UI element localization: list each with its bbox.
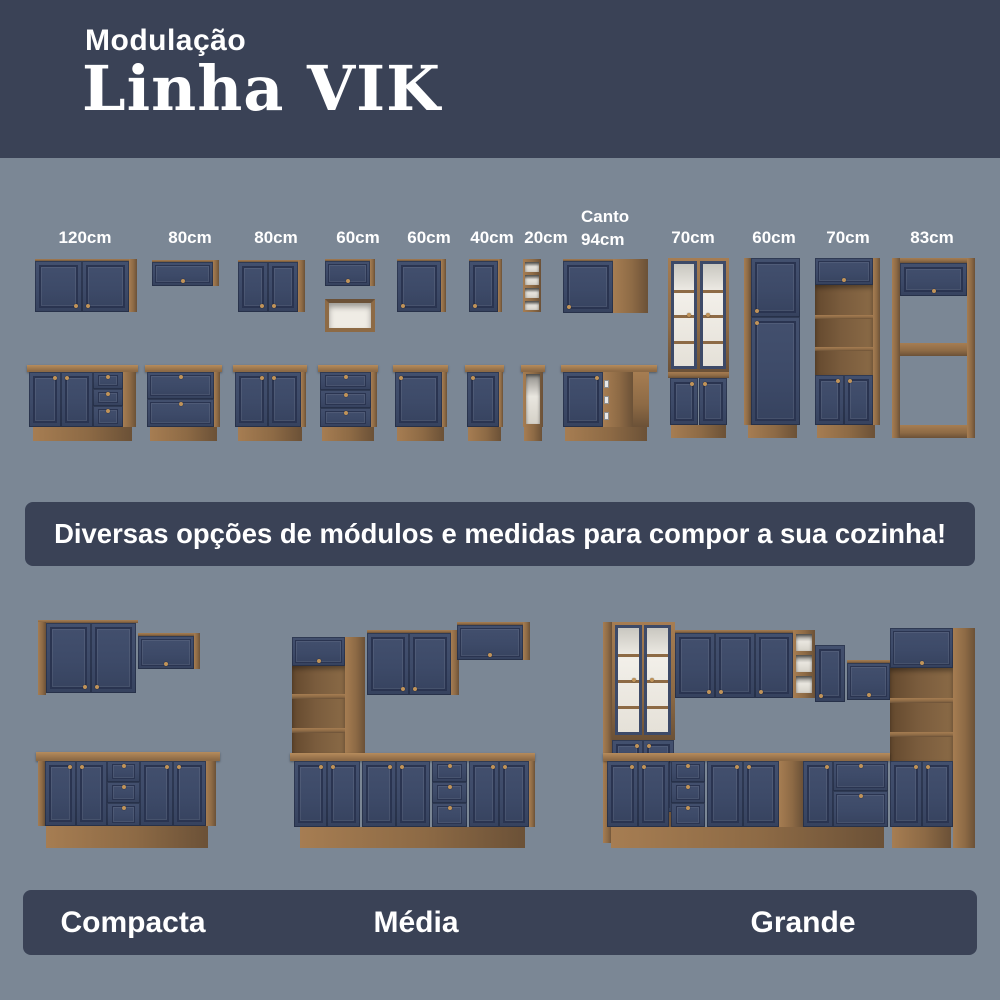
flip-door: [815, 258, 873, 285]
tall-cabinet-70-shelves: [815, 258, 880, 438]
drawer-front: [671, 761, 705, 782]
plinth: [46, 826, 208, 848]
shelf: [703, 290, 723, 293]
base-cabinet-120: [27, 365, 138, 441]
countertop: [145, 365, 222, 372]
wall-cabinet-40: [469, 259, 502, 312]
wood-side-panel: [123, 372, 136, 427]
wood-side-panel: [953, 628, 975, 848]
glass-door: [671, 261, 697, 369]
cabinet-door: [607, 761, 638, 827]
wood-side-panel: [441, 259, 446, 312]
cabinet-door: [922, 761, 953, 827]
wood-side-panel: [370, 259, 375, 286]
base-cabinet-60: [393, 365, 448, 441]
wood-side-panel: [38, 622, 46, 695]
cabinet-door: [563, 372, 603, 427]
cabinet-door: [45, 761, 76, 826]
corner-wood-panel: [633, 372, 649, 427]
kitchen-media: [285, 600, 545, 890]
shelf: [618, 706, 639, 709]
cabinet-door: [743, 761, 779, 827]
cabinet-door: [238, 262, 268, 312]
flip-door: [292, 637, 345, 666]
kitchen-grande: [595, 600, 985, 890]
page-title: Linha VIK: [82, 52, 442, 125]
corner-label-line2: 94cm: [581, 230, 625, 249]
flip-door: [325, 261, 370, 286]
plinth: [150, 427, 217, 441]
cabinet-door: [409, 633, 451, 695]
wood-side-panel: [298, 260, 305, 312]
hinge: [604, 396, 609, 404]
glass-door: [644, 625, 671, 735]
size-label-60b: 60cm: [407, 228, 451, 247]
cabinet-door: [268, 372, 301, 427]
wood-side-panel: [744, 258, 751, 425]
countertop: [27, 365, 138, 372]
base-cabinet-80-drawers: [145, 365, 222, 441]
cabinet-door: [469, 261, 498, 312]
kitchen-label-compacta: Compacta: [60, 905, 206, 939]
flip-door: [152, 262, 213, 286]
plinth: [397, 427, 444, 441]
cabinet-door: [91, 623, 136, 693]
plinth: [748, 425, 797, 438]
shelf: [674, 290, 694, 293]
hinge: [604, 412, 609, 420]
base-cabinet-60-drawers: [318, 365, 378, 441]
shelf: [647, 706, 668, 709]
wood-side-panel: [523, 622, 530, 660]
drawer-front: [147, 372, 214, 399]
wood-side-panel: [967, 258, 975, 438]
cabinet-door: [173, 761, 206, 826]
shelf-opening: [525, 301, 539, 310]
tall-cabinet-70-glass: [668, 258, 729, 438]
plinth: [524, 427, 542, 441]
wall-cabinet-60-flip: [325, 259, 375, 286]
cabinet-door: [46, 623, 91, 693]
cabinet-door: [815, 645, 845, 702]
header-banner: [0, 0, 1000, 158]
wood-side-panel: [129, 259, 137, 312]
drawer-front: [432, 761, 467, 782]
cabinet-door: [29, 372, 61, 427]
base-open-unit-20: [521, 365, 545, 441]
shelf: [890, 732, 953, 737]
flip-door: [900, 263, 967, 296]
drawer-front: [432, 782, 467, 803]
size-label-80a: 80cm: [168, 228, 212, 247]
shelf: [703, 315, 723, 318]
wood-side-panel: [371, 372, 377, 427]
countertop: [393, 365, 448, 372]
open-shelf-area: [890, 668, 953, 761]
drawer-front: [833, 791, 888, 827]
shelf: [292, 694, 345, 699]
drawer-front: [107, 782, 140, 803]
shelf: [890, 698, 953, 703]
countertop: [233, 365, 307, 372]
corner-wood-panel: [779, 761, 803, 827]
cabinet-door: [469, 761, 499, 827]
size-label-120: 120cm: [58, 228, 112, 247]
cabinet-door: [362, 761, 396, 827]
glass-door: [700, 261, 726, 369]
wood-side-panel: [498, 259, 502, 312]
cabinet-door: [751, 258, 800, 317]
wood-side-panel: [442, 372, 447, 427]
shelf: [647, 654, 668, 657]
cabinet-door: [844, 375, 873, 425]
shelf: [703, 341, 723, 344]
wall-cabinet-120: [35, 259, 137, 312]
cabinet-door: [140, 761, 173, 826]
countertop: [603, 753, 890, 761]
drawer-front: [320, 390, 371, 408]
drawer-front: [320, 408, 371, 427]
countertop: [36, 752, 220, 761]
cabinet-door: [82, 261, 129, 312]
size-label-40: 40cm: [470, 228, 514, 247]
shelf-opening: [525, 262, 539, 272]
size-label-80b: 80cm: [254, 228, 298, 247]
shelf: [815, 347, 873, 351]
cabinet-door: [815, 375, 844, 425]
tall-cabinet-83-frame: [892, 258, 975, 438]
wood-frame: [668, 258, 729, 372]
shelf-opening: [796, 676, 812, 693]
cabinet-door: [890, 761, 922, 827]
plinth: [817, 425, 875, 438]
shelf: [815, 315, 873, 319]
wood-side-panel: [214, 372, 220, 427]
cabinet-door: [268, 262, 298, 312]
shelf-opening: [526, 374, 540, 424]
open-shelf-unit-20-wall: [523, 259, 541, 312]
plinth: [300, 827, 525, 848]
header-subtitle: Modulação: [85, 24, 247, 57]
size-label-60c: 60cm: [752, 228, 796, 247]
drawer-front: [107, 803, 140, 826]
promo-banner-text: Diversas opções de módulos e medidas para compor a sua cozinha!: [53, 518, 947, 549]
size-label-70a: 70cm: [671, 228, 715, 247]
cabinet-door: [294, 761, 327, 827]
size-label-20: 20cm: [524, 228, 568, 247]
wood-side-panel: [892, 258, 900, 438]
cabinet-door: [675, 633, 715, 698]
promo-banner: [25, 502, 975, 566]
countertop: [521, 365, 545, 372]
shelf: [647, 680, 668, 683]
plinth: [468, 427, 501, 441]
base-cabinet-40: [465, 365, 504, 441]
shelf: [900, 343, 967, 356]
cabinet-door: [61, 372, 93, 427]
drawer-front: [320, 372, 371, 390]
shelf-opening: [525, 288, 539, 298]
shelf: [292, 728, 345, 733]
cabinet-door: [499, 761, 529, 827]
plinth: [33, 427, 132, 441]
drawer-front: [147, 399, 214, 427]
wall-cabinet-60: [397, 259, 446, 312]
plinth: [565, 427, 647, 441]
wood-side-panel: [213, 260, 219, 286]
drawer-front: [93, 389, 123, 406]
cabinet-door: [467, 372, 499, 427]
countertop: [465, 365, 504, 372]
open-niche-60: [325, 299, 375, 332]
shelf-opening: [796, 634, 812, 651]
wood-side-panel: [194, 633, 200, 669]
shelf: [618, 680, 639, 683]
cabinet-door: [367, 633, 409, 695]
plinth: [671, 425, 726, 438]
wood-side-panel: [206, 761, 216, 826]
cabinet-door: [396, 761, 430, 827]
wood-side-panel: [499, 372, 503, 427]
flip-door: [847, 663, 890, 700]
glass-door: [615, 625, 642, 735]
drawer-front: [671, 803, 705, 827]
wood-bottom-edge: [900, 425, 967, 438]
cabinet-door: [563, 261, 613, 313]
drawer-front: [93, 406, 123, 427]
cabinet-door: [395, 372, 442, 427]
shelf-opening: [525, 275, 539, 285]
cabinet-door: [715, 633, 755, 698]
size-label-83: 83cm: [910, 228, 954, 247]
countertop: [318, 365, 378, 372]
flip-door: [890, 628, 953, 668]
wood-side-panel: [38, 761, 45, 826]
size-label-70b: 70cm: [826, 228, 870, 247]
plinth: [238, 427, 302, 441]
cabinet-door: [235, 372, 268, 427]
flip-door: [457, 625, 523, 660]
cabinet-door: [751, 317, 800, 425]
wood-side-panel: [301, 372, 306, 427]
wood-frame: [612, 622, 675, 740]
wood-side-panel: [345, 637, 365, 758]
drawer-front: [107, 761, 140, 782]
plinth: [322, 427, 374, 441]
shelf: [674, 341, 694, 344]
countertop: [290, 753, 535, 761]
cabinet-door: [638, 761, 669, 827]
cabinet-door: [397, 261, 441, 312]
cabinet-door: [707, 761, 743, 827]
tall-cabinet-60-pantry: [744, 258, 800, 438]
flip-door: [138, 636, 194, 669]
corner-label-line1: Canto: [581, 207, 630, 226]
hinge: [604, 380, 609, 388]
size-label-60a: 60cm: [336, 228, 380, 247]
base-cabinet-80: [233, 365, 307, 441]
cabinet-door: [699, 378, 727, 425]
cabinet-door: [327, 761, 360, 827]
wall-cabinet-80-flip: [152, 260, 219, 286]
size-label-corner: [581, 205, 629, 251]
shelf: [618, 654, 639, 657]
corner-base-cabinet-94: [561, 365, 657, 441]
shelf: [674, 315, 694, 318]
countertop: [561, 365, 657, 372]
cabinet-door: [76, 761, 107, 826]
kitchen-label-media: Média: [373, 905, 459, 939]
drawer-front: [432, 803, 467, 827]
drawer-front: [671, 782, 705, 803]
plinth: [611, 827, 884, 848]
corner-wood-panel: [613, 259, 648, 313]
open-shelf-area: [815, 285, 873, 375]
kitchen-compacta: [20, 600, 280, 890]
wood-side-panel: [873, 258, 880, 425]
drawer-front: [93, 372, 123, 389]
cabinet-door: [755, 633, 793, 698]
kitchen-sizes-bar: [23, 890, 977, 955]
shelf-opening: [796, 655, 812, 672]
corner-wall-cabinet-94: [563, 259, 648, 313]
cabinet-door: [803, 761, 833, 827]
drawer-front: [833, 761, 888, 791]
kitchen-label-grande: Grande: [750, 905, 856, 939]
corner-open-shelf: [793, 630, 815, 698]
hinged-wood-panel: [603, 372, 633, 427]
cabinet-door: [670, 378, 698, 425]
wood-frame: [523, 372, 543, 427]
cabinet-door: [35, 261, 82, 312]
wall-cabinet-80: [238, 260, 305, 312]
open-shelf-area: [292, 666, 345, 758]
plinth: [892, 827, 951, 848]
wood-side-panel: [529, 761, 535, 827]
